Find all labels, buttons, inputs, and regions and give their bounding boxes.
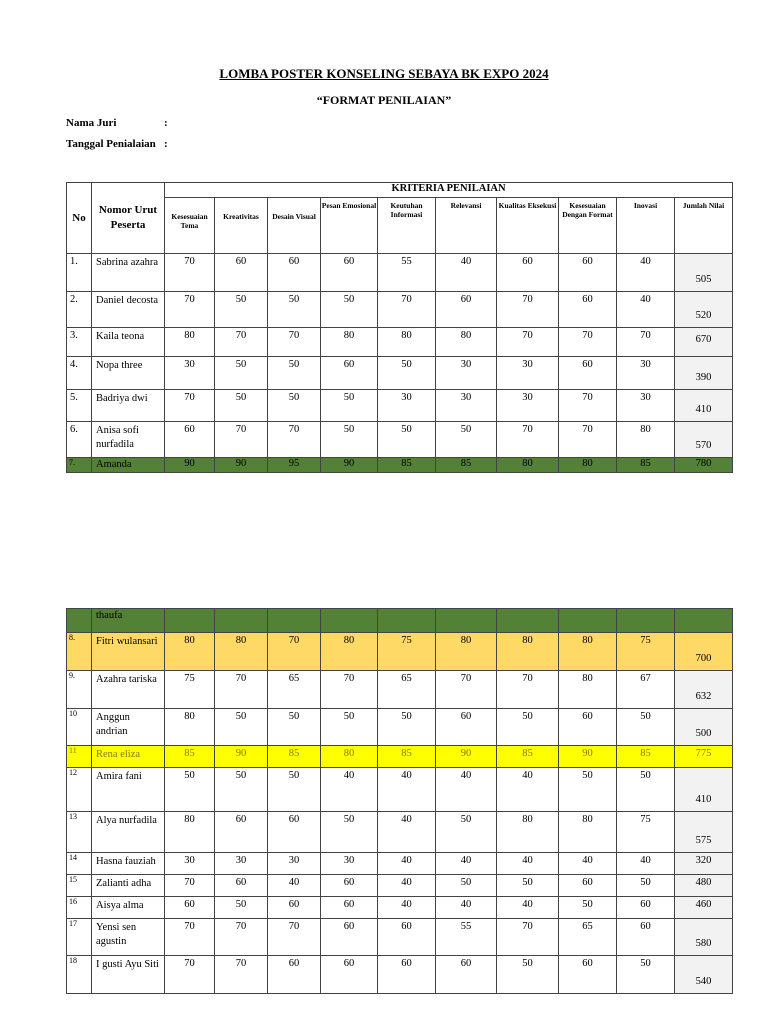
- score-cell: 50: [268, 768, 321, 812]
- score-cell: 40: [617, 853, 675, 875]
- score-cell: 60: [436, 956, 497, 994]
- participant-name: Badriya dwi: [92, 390, 165, 422]
- row-number: 3.: [67, 328, 92, 357]
- score-cell: 60: [378, 919, 436, 956]
- score-cell: 60: [268, 254, 321, 292]
- document-title: LOMBA POSTER KONSELING SEBAYA BK EXPO 2024: [219, 66, 549, 81]
- score-cell: 50: [436, 422, 497, 458]
- score-cell: 60: [321, 254, 378, 292]
- score-cell: 55: [436, 919, 497, 956]
- score-cell: 75: [617, 812, 675, 853]
- score-cell: 80: [321, 746, 378, 768]
- score-cell: 80: [165, 633, 215, 671]
- score-cell: 80: [165, 812, 215, 853]
- score-cell: 70: [215, 919, 268, 956]
- score-cell: 40: [617, 292, 675, 328]
- score-cell: 50: [321, 292, 378, 328]
- score-cell: 50: [215, 357, 268, 390]
- score-cell: 40: [497, 853, 559, 875]
- header-criteria-cell: Kesesuaian Dengan Format: [559, 198, 617, 254]
- total-cell: 700: [675, 633, 733, 671]
- score-cell: 50: [378, 357, 436, 390]
- score-cell: 50: [559, 768, 617, 812]
- score-cell: 75: [378, 633, 436, 671]
- score-cell: 30: [497, 357, 559, 390]
- total-cell: 632: [675, 671, 733, 709]
- row-number: 11: [67, 746, 92, 768]
- continuation-cell: [215, 609, 268, 633]
- score-cell: 70: [617, 328, 675, 357]
- continuation-no-cell: [67, 609, 92, 633]
- score-cell: 90: [215, 458, 268, 473]
- total-cell: 520: [675, 292, 733, 328]
- table-row: [67, 254, 733, 292]
- score-cell: 70: [215, 422, 268, 458]
- score-cell: 40: [378, 875, 436, 897]
- score-cell: 30: [215, 853, 268, 875]
- score-cell: 85: [378, 458, 436, 473]
- score-cell: 50: [215, 390, 268, 422]
- score-cell: 70: [165, 919, 215, 956]
- score-cell: 30: [617, 390, 675, 422]
- continuation-cell: [268, 609, 321, 633]
- score-cell: 70: [559, 390, 617, 422]
- score-cell: 70: [436, 671, 497, 709]
- score-cell: 50: [215, 768, 268, 812]
- score-cell: 50: [497, 956, 559, 994]
- score-cell: 60: [559, 292, 617, 328]
- score-cell: 90: [215, 746, 268, 768]
- score-cell: 40: [617, 254, 675, 292]
- score-cell: 80: [436, 328, 497, 357]
- continuation-cell: [321, 609, 378, 633]
- score-cell: 60: [268, 956, 321, 994]
- participant-name: Rena eliza: [92, 746, 165, 768]
- score-cell: 40: [321, 768, 378, 812]
- score-cell: 80: [321, 328, 378, 357]
- score-cell: 60: [215, 812, 268, 853]
- score-cell: 70: [497, 919, 559, 956]
- score-cell: 60: [321, 897, 378, 919]
- row-number: 10: [67, 709, 92, 746]
- score-cell: 80: [559, 812, 617, 853]
- total-cell: 670: [675, 328, 733, 357]
- score-cell: 50: [497, 875, 559, 897]
- score-cell: 75: [165, 671, 215, 709]
- score-cell: 80: [497, 812, 559, 853]
- score-cell: 70: [497, 292, 559, 328]
- score-cell: 80: [617, 422, 675, 458]
- score-cell: 70: [378, 292, 436, 328]
- table-row: [67, 919, 733, 956]
- participant-name: Nopa three: [92, 357, 165, 390]
- total-cell: 410: [675, 768, 733, 812]
- score-cell: 30: [436, 390, 497, 422]
- score-cell: 60: [559, 254, 617, 292]
- score-cell: 50: [378, 422, 436, 458]
- table-row: [67, 853, 733, 875]
- tanggal-field: [66, 138, 168, 150]
- score-cell: 70: [497, 671, 559, 709]
- participant-name: Sabrina azahra: [92, 254, 165, 292]
- score-table-bottom: [66, 608, 733, 994]
- table-row: [67, 671, 733, 709]
- score-cell: 90: [321, 458, 378, 473]
- table-row: [67, 768, 733, 812]
- continuation-cell: [617, 609, 675, 633]
- score-cell: 70: [165, 390, 215, 422]
- participant-name: Anggun andrian: [92, 709, 165, 746]
- participant-name: Fitri wulansari: [92, 633, 165, 671]
- total-cell: 480: [675, 875, 733, 897]
- score-cell: 60: [321, 919, 378, 956]
- score-cell: 85: [617, 746, 675, 768]
- score-cell: 60: [321, 357, 378, 390]
- table-row-continuation: [67, 609, 733, 633]
- table-row: [67, 875, 733, 897]
- total-cell: 500: [675, 709, 733, 746]
- participant-name: Aisya alma: [92, 897, 165, 919]
- row-number: 7.: [67, 458, 92, 473]
- score-cell: 70: [165, 254, 215, 292]
- total-cell: 575: [675, 812, 733, 853]
- header-criteria-cell: Kualitas Eksekusi: [497, 198, 559, 254]
- score-cell: 50: [617, 768, 675, 812]
- score-cell: 70: [165, 956, 215, 994]
- juri-label: Nama Juri: [66, 117, 117, 129]
- score-cell: 50: [497, 709, 559, 746]
- row-number: 16: [67, 897, 92, 919]
- score-cell: 30: [321, 853, 378, 875]
- total-cell: 780: [675, 458, 733, 473]
- row-number: 14: [67, 853, 92, 875]
- score-cell: 90: [165, 458, 215, 473]
- score-cell: 40: [497, 768, 559, 812]
- row-number: 4.: [67, 357, 92, 390]
- header-criteria-cell: Kreativitas: [215, 198, 268, 254]
- continuation-cell: [497, 609, 559, 633]
- score-cell: 70: [268, 328, 321, 357]
- score-cell: 55: [378, 254, 436, 292]
- document-subtitle: “FORMAT PENILAIAN”: [316, 93, 452, 107]
- score-cell: 30: [165, 853, 215, 875]
- tanggal-label: Tanggal Penialaian: [66, 138, 156, 150]
- header-criteria-cell: Relevansi: [436, 198, 497, 254]
- score-cell: 50: [559, 897, 617, 919]
- table-row: [67, 292, 733, 328]
- score-cell: 90: [436, 746, 497, 768]
- participant-name: Anisa sofi nurfadila: [92, 422, 165, 458]
- row-number: 13: [67, 812, 92, 853]
- header-criteria-cell: Inovasi: [617, 198, 675, 254]
- score-cell: 60: [215, 254, 268, 292]
- score-cell: 50: [215, 709, 268, 746]
- score-cell: 70: [215, 671, 268, 709]
- score-cell: 80: [378, 328, 436, 357]
- header-nomor-urut: Nomor Urut Peserta: [92, 183, 165, 254]
- participant-name: Daniel decosta: [92, 292, 165, 328]
- score-cell: 70: [268, 633, 321, 671]
- score-cell: 60: [436, 709, 497, 746]
- score-cell: 85: [268, 746, 321, 768]
- score-cell: 40: [436, 853, 497, 875]
- score-cell: 30: [165, 357, 215, 390]
- score-table-top: [66, 182, 733, 473]
- score-cell: 70: [215, 328, 268, 357]
- score-cell: 60: [559, 956, 617, 994]
- score-cell: 60: [559, 875, 617, 897]
- score-cell: 65: [559, 919, 617, 956]
- score-cell: 80: [165, 328, 215, 357]
- score-cell: 40: [436, 254, 497, 292]
- score-cell: 60: [617, 919, 675, 956]
- score-cell: 40: [378, 812, 436, 853]
- score-cell: 50: [268, 390, 321, 422]
- score-cell: 60: [165, 422, 215, 458]
- juri-colon: :: [164, 117, 168, 129]
- score-cell: 70: [497, 328, 559, 357]
- score-cell: 85: [497, 746, 559, 768]
- participant-name: Amira fani: [92, 768, 165, 812]
- total-cell: 320: [675, 853, 733, 875]
- header-criteria-cell: Jumlah Nilai: [675, 198, 733, 254]
- continuation-cell: [378, 609, 436, 633]
- row-number: 6.: [67, 422, 92, 458]
- header-criteria-cell: Kesesuaian Tema: [165, 198, 215, 254]
- score-cell: 85: [617, 458, 675, 473]
- score-cell: 50: [436, 812, 497, 853]
- header-criteria-cell: Keutuhan Informasi: [378, 198, 436, 254]
- score-cell: 50: [268, 292, 321, 328]
- score-cell: 40: [378, 853, 436, 875]
- score-cell: 40: [268, 875, 321, 897]
- score-cell: 70: [559, 422, 617, 458]
- total-cell: 460: [675, 897, 733, 919]
- score-cell: 90: [559, 746, 617, 768]
- score-cell: 67: [617, 671, 675, 709]
- participant-name: Alya nurfadila: [92, 812, 165, 853]
- score-cell: 60: [268, 812, 321, 853]
- score-cell: 60: [617, 897, 675, 919]
- participant-name: Kaila teona: [92, 328, 165, 357]
- score-cell: 80: [497, 633, 559, 671]
- score-cell: 80: [215, 633, 268, 671]
- participant-name: Hasna fauziah: [92, 853, 165, 875]
- row-number: 9.: [67, 671, 92, 709]
- score-cell: 40: [497, 897, 559, 919]
- tanggal-colon: :: [164, 138, 168, 150]
- score-cell: 50: [617, 875, 675, 897]
- juri-field: [66, 117, 168, 129]
- score-cell: 70: [268, 422, 321, 458]
- score-cell: 80: [559, 633, 617, 671]
- header-criteria-cell: Desain Visual: [268, 198, 321, 254]
- table-row: [67, 390, 733, 422]
- total-cell: 505: [675, 254, 733, 292]
- row-number: 17: [67, 919, 92, 956]
- score-cell: 30: [378, 390, 436, 422]
- score-cell: 50: [268, 357, 321, 390]
- header-kriteria: KRITERIA PENILAIAN: [165, 183, 733, 198]
- total-cell: 410: [675, 390, 733, 422]
- table-row: [67, 422, 733, 458]
- total-cell: 540: [675, 956, 733, 994]
- participant-name: Azahra tariska: [92, 671, 165, 709]
- row-number: 8.: [67, 633, 92, 671]
- table-row: [67, 458, 733, 473]
- total-cell: 775: [675, 746, 733, 768]
- total-cell: 580: [675, 919, 733, 956]
- continuation-name: thaufa: [92, 609, 165, 633]
- score-cell: 85: [378, 746, 436, 768]
- score-cell: 60: [436, 292, 497, 328]
- score-cell: 70: [559, 328, 617, 357]
- score-cell: 50: [321, 422, 378, 458]
- table-row: [67, 633, 733, 671]
- score-cell: 60: [559, 709, 617, 746]
- score-cell: 40: [436, 897, 497, 919]
- participant-name: I gusti Ayu Siti: [92, 956, 165, 994]
- score-cell: 75: [617, 633, 675, 671]
- score-cell: 70: [215, 956, 268, 994]
- score-cell: 80: [559, 458, 617, 473]
- table-row: [67, 812, 733, 853]
- score-cell: 70: [165, 292, 215, 328]
- score-cell: 60: [268, 897, 321, 919]
- row-number: 2.: [67, 292, 92, 328]
- score-cell: 40: [378, 768, 436, 812]
- score-cell: 50: [321, 709, 378, 746]
- score-cell: 60: [559, 357, 617, 390]
- score-cell: 95: [268, 458, 321, 473]
- score-cell: 70: [268, 919, 321, 956]
- score-cell: 50: [321, 812, 378, 853]
- continuation-cell: [559, 609, 617, 633]
- score-cell: 30: [497, 390, 559, 422]
- participant-name: Yensi sen agustin: [92, 919, 165, 956]
- score-cell: 80: [321, 633, 378, 671]
- score-cell: 50: [617, 956, 675, 994]
- table-row: [67, 897, 733, 919]
- score-cell: 60: [378, 956, 436, 994]
- row-number: 12: [67, 768, 92, 812]
- score-cell: 70: [165, 875, 215, 897]
- row-number: 18: [67, 956, 92, 994]
- score-cell: 40: [559, 853, 617, 875]
- score-cell: 50: [268, 709, 321, 746]
- continuation-cell: [165, 609, 215, 633]
- score-cell: 50: [617, 709, 675, 746]
- table-row: [67, 357, 733, 390]
- score-cell: 60: [497, 254, 559, 292]
- score-cell: 30: [268, 853, 321, 875]
- continuation-cell: [436, 609, 497, 633]
- score-cell: 65: [268, 671, 321, 709]
- score-cell: 50: [165, 768, 215, 812]
- table-row: [67, 746, 733, 768]
- score-cell: 85: [436, 458, 497, 473]
- continuation-cell: [675, 609, 733, 633]
- score-cell: 30: [617, 357, 675, 390]
- score-cell: 50: [436, 875, 497, 897]
- table-row: [67, 709, 733, 746]
- score-cell: 50: [321, 390, 378, 422]
- row-number: 15: [67, 875, 92, 897]
- score-cell: 80: [497, 458, 559, 473]
- score-cell: 70: [321, 671, 378, 709]
- score-cell: 65: [378, 671, 436, 709]
- score-cell: 50: [378, 709, 436, 746]
- score-cell: 80: [436, 633, 497, 671]
- score-cell: 60: [321, 956, 378, 994]
- row-number: 5.: [67, 390, 92, 422]
- score-cell: 60: [321, 875, 378, 897]
- score-cell: 40: [378, 897, 436, 919]
- header-criteria-cell: Pesan Emosional: [321, 198, 378, 254]
- table-row: [67, 956, 733, 994]
- score-cell: 50: [215, 292, 268, 328]
- score-cell: 50: [215, 897, 268, 919]
- total-cell: 390: [675, 357, 733, 390]
- score-cell: 80: [559, 671, 617, 709]
- participant-name: Amanda: [92, 458, 165, 473]
- score-cell: 85: [165, 746, 215, 768]
- table-row: [67, 328, 733, 357]
- header-no: No: [67, 183, 92, 254]
- total-cell: 570: [675, 422, 733, 458]
- score-cell: 60: [165, 897, 215, 919]
- score-cell: 80: [165, 709, 215, 746]
- row-number: 1.: [67, 254, 92, 292]
- participant-name: Zalianti adha: [92, 875, 165, 897]
- score-cell: 40: [436, 768, 497, 812]
- score-cell: 30: [436, 357, 497, 390]
- score-cell: 60: [215, 875, 268, 897]
- score-cell: 70: [497, 422, 559, 458]
